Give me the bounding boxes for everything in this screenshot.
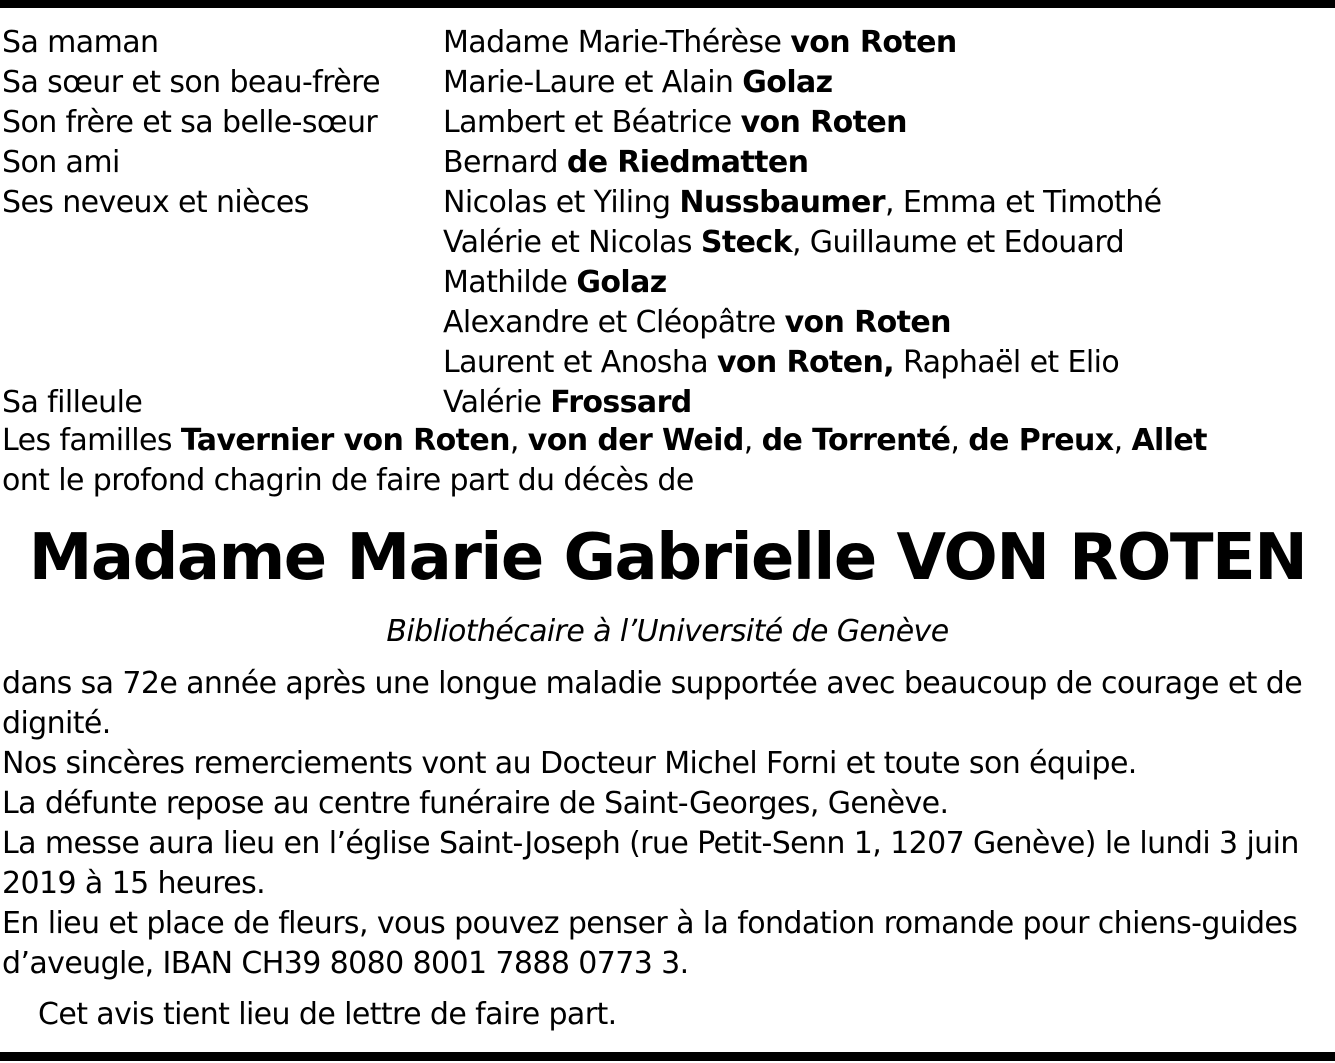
relation-label: Sa maman (2, 25, 159, 60)
announcement-text: ont le profond chagrin de faire part du décès de (2, 463, 694, 498)
family-names (443, 263, 667, 303)
name-text: , (509, 423, 528, 458)
relation-label: Ses neveux et nièces (2, 185, 309, 220)
name-text: , (950, 423, 969, 458)
name-text: , Guillaume et Edouard (791, 225, 1125, 260)
name-text: Nicolas et Yiling (443, 185, 680, 220)
paragraph-mass: La messe aura lieu en l’église Saint-Joseph (rue Petit-Senn 1, 1207 Genève) le lundi 3 juin 2019 à 15 heures. (2, 826, 1299, 901)
relation-label: Sa sœur et son beau-frère (2, 65, 381, 100)
surname-text: Steck (700, 225, 792, 260)
surname-text: von der Weid (527, 423, 744, 458)
surname-text: von Roten (740, 105, 907, 140)
surname-text: Tavernier von Roten (180, 423, 510, 458)
surname-text: de Torrenté (761, 423, 951, 458)
family-names (443, 23, 957, 63)
family-names (443, 143, 808, 183)
family-names (443, 303, 951, 343)
name-text: Marie-Laure et Alain (443, 65, 743, 100)
name-text: Valérie (443, 385, 551, 420)
paragraph-rest: La défunte repose au centre funéraire de Saint-Georges, Genève. (2, 786, 949, 821)
name-text: , (1113, 423, 1132, 458)
surname-text: Allet (1131, 423, 1207, 458)
name-text: Alexandre et Cléopâtre (443, 305, 785, 340)
surname-text: von Roten, (716, 345, 895, 380)
deceased-profession: Bibliothécaire à l’Université de Genève (386, 614, 949, 649)
surname-text: von Roten (784, 305, 951, 340)
name-text: Raphaël et Elio (894, 345, 1120, 380)
surname-text: Golaz (576, 265, 667, 300)
family-names (443, 343, 1119, 383)
families-line (2, 421, 1207, 461)
family-names (443, 183, 1161, 223)
family-names (443, 103, 907, 143)
surname-text: de Riedmatten (566, 145, 809, 180)
name-text: , (743, 423, 762, 458)
name-text: Laurent et Anosha (443, 345, 717, 380)
name-text: Bernard (443, 145, 567, 180)
name-text: Lambert et Béatrice (443, 105, 741, 140)
surname-text: Golaz (742, 65, 833, 100)
family-names (443, 223, 1124, 263)
name-text: Les familles (2, 423, 181, 458)
name-text: , Emma et Timothé (884, 185, 1162, 220)
surname-text: von Roten (790, 25, 957, 60)
name-text: Mathilde (443, 265, 577, 300)
bottom-rule (0, 1052, 1335, 1061)
relation-label: Sa filleule (2, 385, 143, 420)
paragraph-donation: En lieu et place de fleurs, vous pouvez penser à la fondation romande pour chiens-guides d’aveugle, IBAN CH39 8080 8001 7888 0773 3. (2, 906, 1298, 981)
relation-label: Son frère et sa belle-sœur (2, 105, 378, 140)
top-rule (0, 0, 1335, 8)
surname-text: Frossard (550, 385, 692, 420)
surname-text: Nussbaumer (679, 185, 885, 220)
family-names (443, 63, 833, 103)
name-text: Madame Marie-Thérèse (443, 25, 791, 60)
paragraph-age: dans sa 72e année après une longue maladie supportée avec beaucoup de courage et de dignité. (2, 666, 1303, 741)
name-text: Valérie et Nicolas (443, 225, 701, 260)
family-names (443, 383, 692, 423)
surname-text: de Preux (968, 423, 1114, 458)
relation-label: Son ami (2, 145, 120, 180)
closing-note: Cet avis tient lieu de lettre de faire part. (38, 997, 617, 1032)
paragraph-thanks: Nos sincères remerciements vont au Docteur Michel Forni et toute son équipe. (2, 746, 1137, 781)
deceased-name: Madame Marie Gabrielle VON ROTEN (28, 521, 1307, 595)
